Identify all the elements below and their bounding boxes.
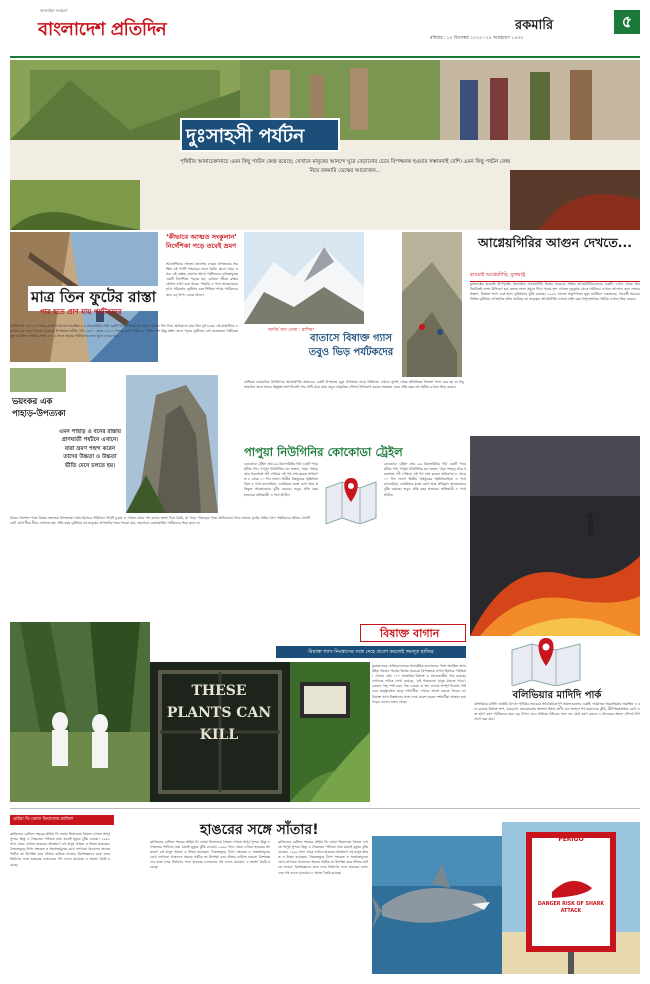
banner-collage <box>10 60 640 230</box>
cliff-lead: এমন পাহাড় ও বনের রাস্তায় প্রাণঘাতী পর্যটনে এখানে। যারা ভ্রমণ পছন্দ করেন তাদের উচ্চতা ও উচ্চতা ভীতি মেনে চলতে হয়। <box>59 429 121 469</box>
logo[interactable]: বাংলাদেশ প্রতিদিন <box>38 19 167 40</box>
shark-body-2: ব্রাজিলের রেসিফে শহরের প্রাইয়া ডি ভোয়া ভিয়াজেম সৈকত দেখতে অপূর্ব সুন্দর। কিন্তু এ সৈকতের পানিতে নামা মানেই মৃত্যুর ঝুঁকি নেওয়া। ১৯৯২ সাল থেকে এখানে হাঙরের আক্রমণে বহু মানুষ আহত ও নিহত হয়েছেন। সৈকতজুড়ে বিপদ সংকেত ও সতর্কতামূলক বোর্ড লাগানো থাকলেও অনেক পর্যটক তা উপেক্ষা করে সাঁতার কাটতে নামেন। বিশেষজ্ঞদের মতে বন্দর নির্মাণের ফলে হাঙরের চলাচলের পথ বদলে যাওয়ায় এ সমস্যা তৈরি হয়েছে। <box>150 840 270 870</box>
kokoda-map-icon <box>322 474 380 524</box>
huashan-top-photo <box>10 368 66 392</box>
volcano-body: যুক্তরাষ্ট্রের হাওয়াই দ্বীপপুঞ্জের কিলাউয়া আগ্নেয়গিরি বিশ্বের সবচেয়ে সক্রিয় আগ্নেয়গিরিগুলোর একটি। এখান থেকে প্রায় নিয়মিতই লাভা উদ্গিরণ হয়। জ্বলন্ত লাভা সমুদ্রে গিয়ে পড়ার দৃশ্য দেখতে দূরদূরান্ত থেকে পর্যটকরা এখানে আসেন। তবে লাভার উত্তাপ, বিষাক্ত গ্যাস এবং হঠাৎ ভূমিধসের ঝুঁকি রয়েছে। ১৯২৪ সালের অগ্ন্যুৎপাতে মৃত্যু ঘটেছিল একজনের, পরবর্তী সময়েও বিভিন্ন দুর্ঘটনায় প্রাণহানির ঘটনা ঘটেছে। তা সত্ত্বেও আগ্নেয়গিরি দেখতে প্রতি বছর বিপুলসংখ্যক পর্যটক এখানে ভিড় করেন। <box>470 282 640 302</box>
snowy-mountain-photo <box>244 232 364 324</box>
bolivia-map-icon <box>506 636 586 686</box>
garden-title: বিষাক্ত বাগান <box>380 627 440 640</box>
volcano-location: হাওয়াই আগ্নেয়গিরি, যুক্তরাষ্ট্র <box>470 272 640 282</box>
shark-kicker: প্রাইয়া ডি ভোয়া ভিয়াজেম ব্রাজিল <box>10 815 114 825</box>
kokoda-body-right: কোকোডা ট্রেইল প্রায় ৯৬ কিলোমিটার দীর্ঘ একটি পায়ে হাঁটার পথ। পাপুয়া নিউগিনির ঘন জঙ্গল, খাড়া পাহাড় আর খরস্রোতা নদী পেরিয়ে এই পথ শেষ করতে সাধারণত ৮ থেকে ১০ দিন লাগে। দ্বিতীয় বিশ্বযুদ্ধের স্মৃতিবিজড়িত এ পথে ম্যালেরিয়া, ডায়রিয়ার মতো রোগ আর প্রতিকূল আবহাওয়ার ঝুঁকি রয়েছে। তবুও প্রতি বছর হাজারো অভিযাত্রী এ পথে হাঁটেন। <box>384 462 466 497</box>
shark-warning-sign <box>502 822 640 974</box>
cliff-body: চীনের হুয়াশান পর্বত বিশ্বের অন্যতম বিপজ্জনক পর্বত হিসেবে পরিচিত। পাঁচটি চূড়ার এ পর্বতে ওঠার পথ কাঠের তক্তা দিয়ে তৈরি, যা খাড়া পাহাড়ের গায়ে আটকানো। নিচে হাজার ফুটের গভীর খাদ। পর্যটকদের শরীরে সেফটি বেল্ট বেঁধে ধীরে ধীরে এগোতে হয়। প্রতি বছর দুর্ঘটনায় বহু মানুষের প্রাণহানির খবর পাওয়া যায়, তারপরও রোমাঞ্চপ্রিয় পর্যটকদের ভিড় কমে না। <box>10 516 310 526</box>
three-feet-title: মাত্র তিন ফুটের রাস্তা <box>28 286 159 311</box>
bolivia-body: বলিভিয়ার মাদিদি জাতীয় উদ্যান পৃথিবীর সবচেয়ে জীববৈচিত্র্যপূর্ণ অঞ্চলগুলোর একটি। আমাজন অববাহিকায় অবস্থিত এ বনে রয়েছে বিষাক্ত সাপ, মাকড়সা, জাগুয়ারসহ অসংখ্য হিংস্র প্রাণী। ঘন জঙ্গলে পথ হারানোর ঝুঁকি, কীটপতঙ্গবাহিত রোগ এবং হঠাৎ বন্যা পর্যটকদের জন্য বড় বিপদ। তবে অভিজ্ঞ গাইডের সঙ্গে দল বেঁধে ভ্রমণ করলে এ উদ্যানের অনন্য সৌন্দর্য উপভোগ করা যায়। <box>474 702 640 722</box>
shark-divider <box>10 808 640 809</box>
garden-body: যুক্তরাজ্যের নর্দাম্বারল্যান্ডের অ্যানউইক ক্যাসেলের পাশে অবস্থিত অ্যানউইক পয়জন গার্ডেন বিশ্বের সবচেয়ে বিপজ্জনক বাগান হিসেবে পরিচিত। এখানে প্রায় ১০০ প্রজাতির বিষাক্ত ও মাদকজাতীয় গাছ রয়েছে। বাগানের ফটকে লেখা রয়েছে, ‘এই গাছগুলো মানুষ মারতে পারে’। কোনো গাছ স্পর্শ করা, গন্ধ নেওয়া বা স্বাদ নেওয়া সম্পূর্ণ নিষেধ। গাইডের তত্ত্বাবধান ছাড়া দর্শনার্থীরা এখানে প্রবেশ করতে পারেন না। বিষাক্ত গ্যাস নিঃশ্বাসের সঙ্গে দেহে প্রবেশ করলে দর্শনার্থীরা অজ্ঞান হয়ে পড়েন বলেও জানা গেছে। <box>372 664 466 704</box>
page-number: ৫ <box>614 10 640 34</box>
shark-sign-bottom: DANGER RISK OF SHARK ATTACK <box>537 902 605 914</box>
garden-subtitle: বিষাক্ত গ্যাস নিঃশ্বাসের সঙ্গে দেহে প্রবেশ করলেই জমদূত হাজির <box>276 646 466 658</box>
kokoda-title: পাপুয়া নিউগিনির কোকোডা ট্রেইল <box>244 445 403 459</box>
lava-photo <box>470 436 640 636</box>
gate-sign-text: THESE PLANTS CAN KILL <box>166 683 272 743</box>
shark-title: হাঙরের সঙ্গে সাঁতার! <box>200 822 319 838</box>
gas-valley-photo <box>402 232 462 377</box>
gas-body: রাশিয়ার কামচাটকা উপদ্বীপের আগ্নেয়গিরি অঞ্চলের একটি উপত্যকা মৃত্যু উপত্যকা নামে পরিচিত। এখানে ভূগর্ভ থেকে প্রতিনিয়ত বিষাক্ত গ্যাস বের হয় যা নিচু জায়গায় জমে থাকে। কিছুক্ষণ শ্বাস নিলেই পশু-পাখি মারা যায়। তবুও প্রাকৃতিক সৌন্দর্য উপভোগ করতে সতর্কতা মেনে প্রতি বছর বহু পর্যটক এখানে ভিড় করেন। <box>244 380 464 390</box>
volcano-title: আগ্নেয়গিরির আগুন দেখতে... <box>478 235 632 250</box>
logo-tagline: অনলাইন সংস্করণ <box>40 8 68 13</box>
masthead <box>10 8 640 48</box>
issue-date: রবিবার ৷ ১০ ডিসেম্বর ২০২৩ ৷ ২৫ অগ্রহায়ণ ১৪৩০ <box>430 36 524 41</box>
section-name: রকমারি <box>515 18 554 33</box>
bolivia-title: বলিভিয়ার মাদিদি পার্ক <box>512 690 602 701</box>
kokoda-body-left: কোকোডা ট্রেইল প্রায় ৯৬ কিলোমিটার দীর্ঘ একটি পায়ে হাঁটার পথ। পাপুয়া নিউগিনির ঘন জঙ্গল, খাড়া পাহাড় আর খরস্রোতা নদী পেরিয়ে এই পথ শেষ করতে সাধারণত ৮ থেকে ১০ দিন লাগে। দ্বিতীয় বিশ্বযুদ্ধের স্মৃতিবিজড়িত এ পথে ম্যালেরিয়া, ডায়রিয়ার মতো রোগ আর প্রতিকূল আবহাওয়ার ঝুঁকি রয়েছে। তবুও প্রতি বছর হাজারো অভিযাত্রী এ পথে হাঁটেন। <box>244 462 318 497</box>
huashan-photo <box>126 375 218 513</box>
shark-photo <box>372 836 502 974</box>
banner-title: দুঃসাহসী পর্যটন <box>186 125 305 147</box>
shark-body-1: ব্রাজিলের রেসিফে শহরের প্রাইয়া ডি ভোয়া ভিয়াজেম সৈকত দেখতে অপূর্ব সুন্দর। কিন্তু এ সৈকতের পানিতে নামা মানেই মৃত্যুর ঝুঁকি নেওয়া। ১৯৯২ সাল থেকে এখানে হাঙরের আক্রমণে বহু মানুষ আহত ও নিহত হয়েছেন। সৈকতজুড়ে বিপদ সংকেত ও সতর্কতামূলক বোর্ড লাগানো থাকলেও অনেক পর্যটক তা উপেক্ষা করে সাঁতার কাটতে নামেন। বিশেষজ্ঞদের মতে বন্দর নির্মাণের ফলে হাঙরের চলাচলের পথ বদলে যাওয়ায় এ সমস্যা তৈরি হয়েছে। <box>10 832 110 867</box>
lethal-body: আর্জেন্টিনার সালতা প্রদেশের লেরমা উপত্যকায় অবস্থিত এই পথটি পাহাড়ের ঢালে তৈরি। প্রচণ্ড খাড়া ও সরু এই রাস্তায় ভ্রমণের আগে পর্যটকদের বাধ্যতামূলক একটি নির্দেশিকা পড়তে হয়, যেখানে জীবন রক্ষার কৌশল বর্ণনা করা থাকে। পাহাড়ি এ পথে আবহাওয়ার হঠাৎ পরিবর্তন, ভূমিধস এবং পিচ্ছিল পাথর পর্যটকদের জন্য বড় বিপদ ডেকে আনে। <box>166 262 238 297</box>
garden-warning-photo <box>290 662 370 802</box>
cliff-title: ভয়ংকর এক পাহাড়-উপত্যকা <box>12 396 66 418</box>
lethal-title: ‘কীভাবে আত্মত সংকুলান’ নির্দেশিকা পড়ে তবেই ভ্রমণ <box>166 233 237 250</box>
shark-body-3: ব্রাজিলের রেসিফে শহরের প্রাইয়া ডি ভোয়া ভিয়াজেম সৈকত দেখতে অপূর্ব সুন্দর। কিন্তু এ সৈকতের পানিতে নামা মানেই মৃত্যুর ঝুঁকি নেওয়া। ১৯৯২ সাল থেকে এখানে হাঙরের আক্রমণে বহু মানুষ আহত ও নিহত হয়েছেন। সৈকতজুড়ে বিপদ সংকেত ও সতর্কতামূলক বোর্ড লাগানো থাকলেও অনেক পর্যটক তা উপেক্ষা করে সাঁতার কাটতে নামেন। বিশেষজ্ঞদের মতে বন্দর নির্মাণের ফলে হাঙরের চলাচলের পথ বদলে যাওয়ায় এ সমস্যা তৈরি হয়েছে। <box>278 840 368 875</box>
gas-title: বাতাসে বিষাক্ত গ্যাস তবুও ভিড় পর্যটকদের <box>308 333 394 358</box>
shark-sign-top: PERIGO <box>558 836 584 843</box>
gas-photo-caption: আর্জি অব তেমা : রাশিয়া <box>268 328 314 333</box>
three-feet-body: ক্যামিনিটো দেল রে স্পেনের মালাগা প্রদেশে অবস্থিত ৩-৪ কিলোমিটার দীর্ঘ একটি পথ। গিরিখাতের খাড়া দেয়ালে পিন দিয়ে আটকানো মাত্র তিন ফুট চওড়া এই রাস্তাটিকে একসময় বলা হতো বিশ্বের সবচেয়ে বিপজ্জনক হাঁটার পথ। ১৯০১ থেকে ১৯০৫ সালের মধ্যে নির্মিত এ পথের বেশ কিছু অংশ ভেঙে পড়ায় দুর্ঘটনায় বেশ কয়েকজন পর্যটকের মৃত্যু হয়েছিল। সংস্কার শেষে ২০১৫ সালে আবার পর্যটকদের জন্য খুলে দেওয়া হয়। <box>10 324 238 339</box>
garden-workers-photo <box>10 622 150 802</box>
banner-intro: পৃথিবীর আনাচেকানাচে এমন কিছু পর্যটন কেন্দ্র রয়েছে; যেখানে মানুষের আনন্দে ঘুরে বেড়ানোর চেয়ে বিপজ্জনক হওয়ার সম্ভাবনাই বেশি। এমন কিছু পর্যটন কেন্দ্র নিয়ে রকমারি ডেস্কের আয়োজন... <box>180 159 511 174</box>
three-feet-subtitle: পার হতে প্রাণ যায় পর্যটকদের <box>40 308 122 316</box>
header-rule <box>10 56 640 58</box>
